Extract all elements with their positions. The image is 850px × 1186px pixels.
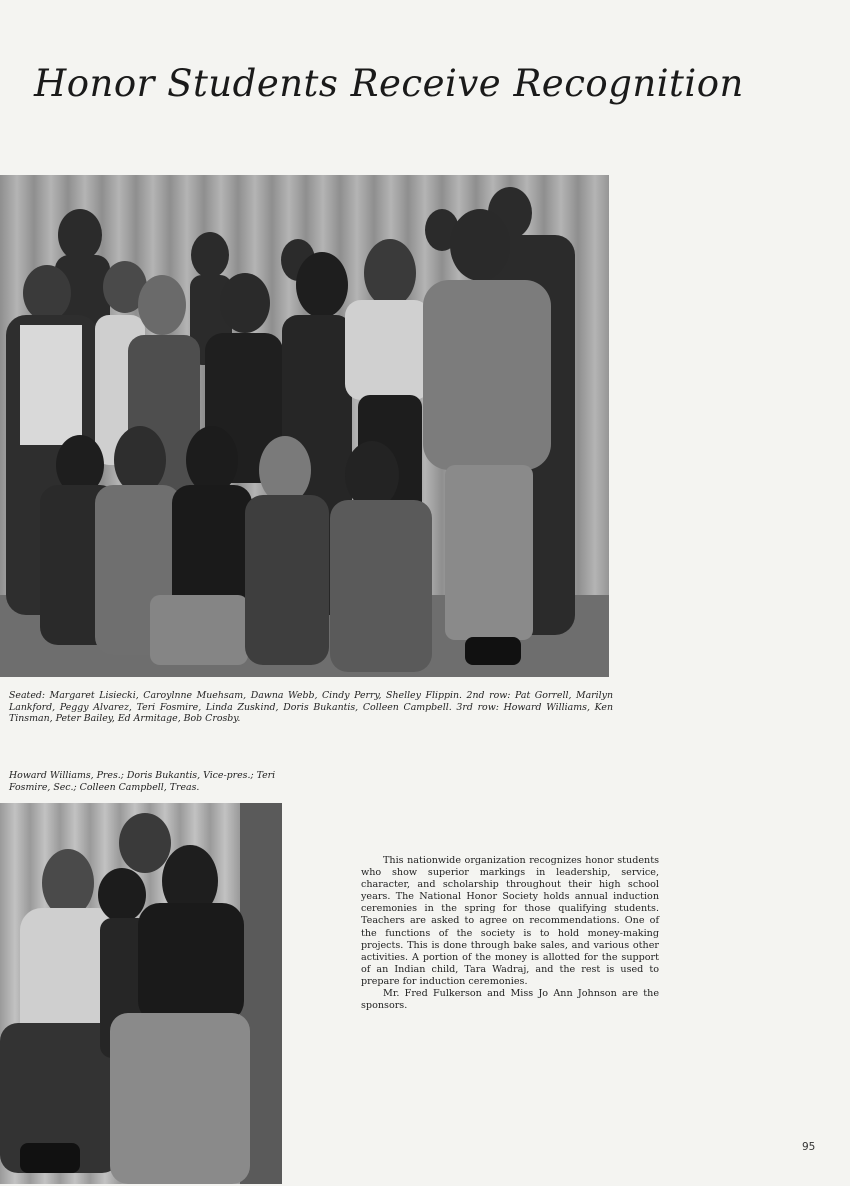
article-paragraph: Mr. Fred Fulkerson and Miss Jo Ann Johnson are the sponsors. [361, 988, 659, 1012]
group-photo [0, 175, 609, 677]
page-title: Honor Students Receive Recognition [34, 62, 744, 105]
officers-photo [0, 803, 282, 1184]
group-photo-caption: Seated: Margaret Lisiecki, Caroylnne Muehsam, Dawna Webb, Cindy Perry, Shelley Flippin. 2nd row: Pat Gorrell, Marilyn Lankford, Peggy Alvarez, Teri Fosmire, Linda Zuskind, Doris Bukantis, Colleen Campbell. 3rd row: Howard Williams, Ken Tinsman, Peter Bailey, Ed Armitage, Bob Crosby. [9, 690, 613, 724]
officers-photo-caption: Howard Williams, Pres.; Doris Bukantis, Vice-pres.; Teri Fosmire, Sec.; Colleen Campbell, Treas. [9, 770, 276, 793]
page-number: 95 [802, 1141, 816, 1153]
article-paragraph: This nationwide organization recognizes honor students who show superior markings in leadership, service, character, and scholarship throughout their high school years. The National Honor Society holds annual induction ceremonies in the spring for those qualifying students. Teachers are asked to agree on recommendations. One of the functions of the society is to hold money-making projects. This is done through bake sales, and various other activities. A portion of the money is allotted for the support of an Indian child, Tara Wadraj, and the rest is used to prepare for induction ceremonies. [361, 855, 659, 987]
article-text [361, 855, 659, 1012]
